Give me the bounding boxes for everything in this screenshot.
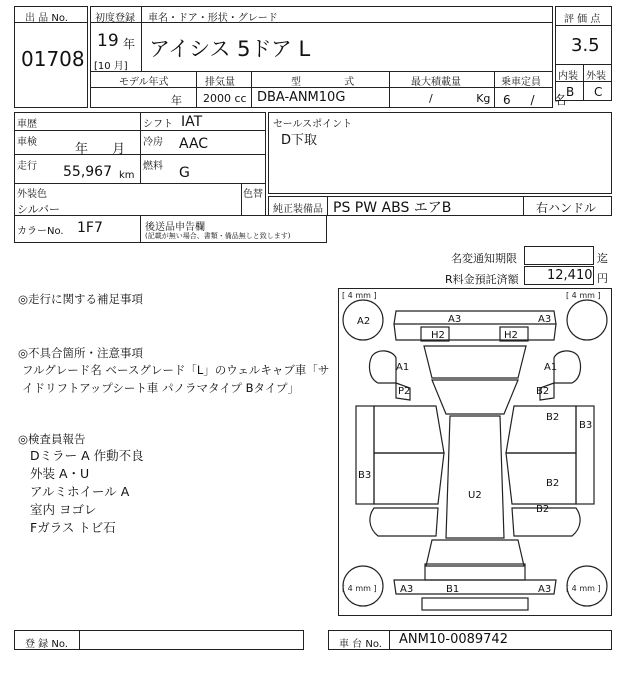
interior-grade: B: [566, 85, 575, 99]
driving-title: ◎走行に関する補足事項: [18, 292, 144, 306]
inspection-value: 年 月: [75, 142, 126, 157]
history-label: 車歴: [17, 119, 37, 130]
max-load: / Kg: [429, 92, 491, 105]
model-year-label: モデル年式: [119, 77, 169, 88]
mark-b2-right-quarter: B2: [536, 504, 550, 515]
lot-no-label-cell: [14, 6, 88, 23]
history-cell: [14, 112, 141, 131]
mark-a1-left: A1: [396, 362, 410, 373]
aircon-cell: [140, 130, 266, 155]
first-reg-label: 初度登録: [95, 13, 135, 24]
first-reg-year: 19: [97, 31, 119, 51]
reg-no-label: 登 録 No.: [25, 639, 68, 650]
inspector-line: 外装 A・U: [30, 466, 90, 481]
lot-no: 01708: [21, 47, 85, 71]
car-damage-diagram: [338, 288, 612, 616]
sales-point-label: セールスポイント: [273, 119, 353, 130]
mark-b3-right-rocker: B3: [579, 420, 593, 431]
exterior-label-cell: [583, 64, 612, 82]
recycle-unit: 円: [597, 272, 608, 285]
mark-u2: U2: [468, 490, 482, 501]
car-name-cell: [90, 22, 553, 72]
sales-point-box: [268, 112, 612, 194]
displacement: 2000 cc: [203, 92, 247, 105]
inspection-cell: [14, 130, 141, 155]
model-code: DBA-ANM10G: [257, 90, 346, 105]
steering-cell: [523, 196, 612, 216]
name-change-unit: 迄: [597, 252, 608, 265]
exterior-color-label: 外装色: [17, 189, 47, 200]
inspector-title: ◎検査員報告: [18, 432, 86, 446]
mark-b2-right-front-door: B2: [546, 412, 560, 423]
exterior-grade-cell: [583, 81, 612, 101]
color-no: 1F7: [77, 220, 103, 236]
rating-label: 評 価 点: [564, 14, 601, 25]
exterior-label: 外装: [586, 71, 606, 82]
mileage-cell: [14, 154, 141, 184]
aftermarket-label: 後送品申告欄: [145, 222, 205, 233]
defects-line: イドリフトアップシート車 パノラマタイプ Bタイプ」: [22, 381, 299, 395]
inspector-line: Fガラス トビ石: [30, 520, 116, 535]
color-no-label: カラーNo.: [17, 226, 64, 237]
mark-a1-right: A1: [544, 362, 558, 373]
fuel: G: [179, 165, 190, 181]
max-load-label: 最大積載量: [411, 77, 461, 88]
recycle-box: [524, 266, 594, 285]
fuel-label: 燃料: [143, 161, 163, 172]
equipment-label: 純正装備品: [273, 204, 323, 215]
tire-label-fr: [ 4 mm ]: [566, 291, 601, 300]
first-reg-month: [10 月]: [94, 61, 128, 72]
mark-b2-right-fender: B2: [536, 386, 550, 397]
mark-b2-right-rear-door: B2: [546, 478, 560, 489]
rating-cell: [555, 25, 612, 65]
mark-p2: P2: [398, 386, 411, 397]
inspector-line: Dミラー A 作動不良: [30, 448, 144, 463]
chassis-no: ANM10-0089742: [399, 632, 508, 647]
chassis-label: 車 台 No.: [339, 639, 382, 650]
interior-label: 内装: [558, 71, 578, 82]
mark-b1: B1: [446, 584, 460, 595]
displacement-label: 排気量: [205, 77, 235, 88]
aftermarket-note: (記載が無い場合、書類・備品無しと致します): [145, 232, 291, 240]
reg-no-cell: [14, 630, 304, 650]
recycle-label: R料金預託済額: [445, 273, 519, 286]
mileage-label: 走行: [17, 161, 37, 172]
car-name-label: 車名・ドア・形状・グレード: [148, 13, 278, 24]
shift-cell: [140, 112, 266, 131]
shift: IAT: [181, 114, 203, 130]
tire-label-rr: [ 4 mm ]: [566, 584, 601, 593]
car-name-label-cell: [141, 6, 553, 23]
mark-a3-rear-right: A3: [538, 584, 552, 595]
mileage-unit: km: [119, 170, 135, 181]
spec-row: [90, 71, 567, 108]
mark-a3-rear-left: A3: [400, 584, 414, 595]
mark-b3-left: B3: [358, 470, 372, 481]
repaint-cell: [241, 183, 266, 216]
exterior-grade: C: [594, 85, 603, 99]
fuel-cell: [140, 154, 266, 184]
rating-label-cell: [555, 6, 612, 26]
inspector-line: 室内 ヨゴレ: [30, 502, 97, 517]
mark-h2-left: H2: [431, 330, 445, 341]
recycle-amount: 12,410: [547, 268, 593, 283]
tire-label-fl: [ 4 mm ]: [342, 291, 377, 300]
mark-a3-front-left: A3: [448, 314, 462, 325]
rating: 3.5: [571, 35, 600, 56]
capacity-label: 乗車定員: [501, 77, 541, 88]
mark-a3-front-right: A3: [538, 314, 552, 325]
color-no-cell: [14, 215, 141, 243]
mark-a2: A2: [357, 316, 371, 327]
car-name: アイシス 5ドア L: [149, 37, 311, 61]
model-year-unit: 年: [171, 94, 182, 107]
equipment: PS PW ABS エアB: [333, 200, 452, 216]
type-label: 型 式: [291, 77, 355, 88]
name-change-box: [524, 246, 594, 265]
steering: 右ハンドル: [536, 201, 597, 215]
defects-line: フルグレード名 ベースグレード「L」のウェルキャブ車「サ: [22, 363, 330, 377]
mileage: 55,967: [63, 164, 112, 180]
capacity: 6 / 名: [503, 93, 567, 107]
shift-label: シフト: [143, 119, 173, 130]
chassis-cell: [328, 630, 612, 650]
year-unit: 年: [123, 37, 136, 51]
equipment-cell: [268, 196, 524, 216]
sales-point: D下取: [281, 133, 318, 148]
first-reg-label-cell: [90, 6, 142, 23]
inspector-line: アルミホイール A: [30, 484, 130, 499]
interior-label-cell: [555, 64, 584, 82]
exterior-color: シルバー: [17, 203, 60, 216]
lot-no-label: 出 品 No.: [25, 13, 68, 24]
inspection-label: 車検: [17, 137, 37, 148]
lot-no-cell: [14, 22, 88, 108]
exterior-color-cell: [14, 183, 242, 216]
aircon-label: 冷房: [143, 137, 163, 148]
repaint-label: 色替: [243, 189, 263, 200]
aftermarket-cell: [140, 215, 327, 243]
name-change-label: 名変通知期限: [451, 252, 517, 265]
aircon: AAC: [179, 136, 209, 152]
defects-title: ◎不具合箇所・注意事項: [18, 346, 144, 360]
mark-h2-right: H2: [504, 330, 518, 341]
tire-label-rl: [ 4 mm ]: [342, 584, 377, 593]
